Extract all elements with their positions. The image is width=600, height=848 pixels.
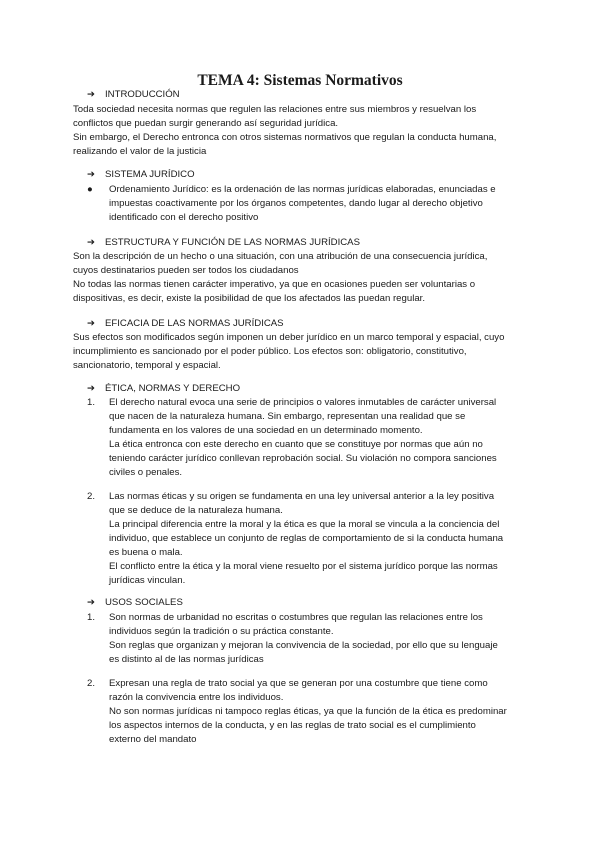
list-number: 1. — [87, 612, 96, 623]
text-line: Son normas de urbanidad no escritas o costumbres que regulan las relaciones entre los — [109, 612, 483, 623]
text-line: fundamenta en los valores de una sociedad en un determinado momento. — [109, 425, 423, 436]
usos-item-1 — [87, 611, 527, 667]
text-line: identificado con el derecho positivo — [109, 212, 259, 223]
arrow-icon: ➔ — [87, 383, 96, 394]
heading-text: ÉTICA, NORMAS Y DERECHO — [105, 383, 241, 394]
usos-item-2 — [87, 677, 527, 747]
list-number: 2. — [87, 678, 96, 689]
text-line: Sus efectos son modificados según imponen un deber jurídico en un marco temporal y espacial, cuyo — [73, 332, 505, 343]
text-line: Ordenamiento Jurídico: es la ordenación de las normas jurídicas elaboradas, enunciadas e — [109, 184, 496, 195]
text-line: El derecho natural evoca una serie de principios o valores inmutables de carácter universal — [109, 397, 497, 408]
text-line: Las normas éticas y su origen se fundamenta en una ley universal anterior a la ley positiva — [109, 491, 495, 502]
arrow-icon: ➔ — [87, 237, 96, 248]
text-line: los aspectos internos de la conducta, y en las reglas de trato social es el cumplimiento — [109, 720, 476, 731]
text-line: cuyos destinatarios pueden ser todos los ciudadanos — [73, 265, 299, 276]
text-line: teniendo carácter jurídico conllevan reprobación social. Su violación no compora sanciones — [109, 453, 497, 464]
text-line: individuos según la tradición o su práctica constante. — [109, 626, 334, 637]
list-number: 2. — [87, 491, 96, 502]
text-line: Son la descripción de un hecho o una situación, con una atribución de una consecuencia jurídica, — [73, 251, 488, 262]
arrow-icon: ➔ — [87, 597, 96, 608]
bullet-icon: ● — [87, 184, 93, 195]
text-line: Toda sociedad necesita normas que regulen las relaciones entre sus miembros y resuelvan los — [73, 104, 477, 115]
section-heading-usos — [87, 596, 183, 610]
text-line: razón la convivencia entre los individuos. — [109, 692, 284, 703]
text-line: dispositivas, es decir, existe la posibilidad de que los afectados las puedan regular. — [73, 293, 425, 304]
heading-text: INTRODUCCIÓN — [105, 89, 180, 100]
text-line: externo del mandato — [109, 734, 197, 745]
text-line: impuestas coactivamente por los órganos competentes, dando lugar al derecho objetivo — [109, 198, 483, 209]
eficacia-paragraph — [73, 331, 543, 373]
text-line: No son normas jurídicas ni tampoco reglas éticas, ya que la función de la ética es predominar — [109, 706, 507, 717]
text-line: realizando el valor de la justicia — [73, 146, 207, 157]
section-heading-eficacia — [87, 317, 284, 331]
intro-paragraph — [73, 103, 543, 159]
section-heading-etica — [87, 382, 240, 396]
arrow-icon: ➔ — [87, 318, 96, 329]
text-line: La ética entronca con este derecho en cuanto que se constituye por normas que aún no — [109, 439, 483, 450]
text-line: incumplimiento es sancionado por el poder público. Los efectos son: obligatorio, constitutivo, — [73, 346, 467, 357]
arrow-icon: ➔ — [87, 89, 96, 100]
list-number: 1. — [87, 397, 96, 408]
heading-text: USOS SOCIALES — [105, 597, 183, 608]
section-heading-intro — [87, 88, 180, 102]
etica-item-2 — [87, 490, 527, 588]
text-line: es distinto al de las normas jurídicas — [109, 654, 264, 665]
sistema-bullet-item — [87, 183, 527, 225]
text-line: No todas las normas tienen carácter imperativo, ya que en ocasiones pueden ser voluntarias o — [73, 279, 476, 290]
text-line: Expresan una regla de trato social ya que se generan por una costumbre que tiene como — [109, 678, 488, 689]
text-line: El conflicto entre la ética y la moral viene resuelto por el sistema jurídico porque las normas — [109, 561, 498, 572]
text-line: individuo, que establece un conjunto de reglas de comportamiento de si la conducta humana — [109, 533, 504, 544]
text-line: conflictos que puedan surgir generando así seguridad jurídica. — [73, 118, 339, 129]
section-heading-sistema — [87, 168, 195, 182]
text-line: La principal diferencia entre la moral y la ética es que la moral se vincula a la conciencia del — [109, 519, 500, 530]
heading-text: SISTEMA JURÍDICO — [105, 169, 195, 180]
heading-text: EFICACIA DE LAS NORMAS JURÍDICAS — [105, 318, 284, 329]
text-line: civiles o penales. — [109, 467, 183, 478]
estructura-paragraph — [73, 250, 543, 306]
heading-text: ESTRUCTURA Y FUNCIÓN DE LAS NORMAS JURÍDICAS — [105, 237, 360, 248]
text-line: jurídicas vinculan. — [109, 575, 186, 586]
page-title: TEMA 4: Sistemas Normativos — [197, 72, 403, 89]
text-line: que nacen de la naturaleza humana. Sin embargo, representan una realidad que se — [109, 411, 466, 422]
text-line: sancionatorio, temporal y espacial. — [73, 360, 221, 371]
arrow-icon: ➔ — [87, 169, 96, 180]
text-line: es buena o mala. — [109, 547, 183, 558]
text-line: Sin embargo, el Derecho entronca con otros sistemas normativos que regulan la conducta humana, — [73, 132, 497, 143]
section-heading-estructura — [87, 236, 360, 250]
text-line: que se deduce de la naturaleza humana. — [109, 505, 283, 516]
etica-item-1 — [87, 396, 527, 480]
text-line: Son reglas que organizan y mejoran la convivencia de la sociedad, por ello que su lenguaje — [109, 640, 498, 651]
